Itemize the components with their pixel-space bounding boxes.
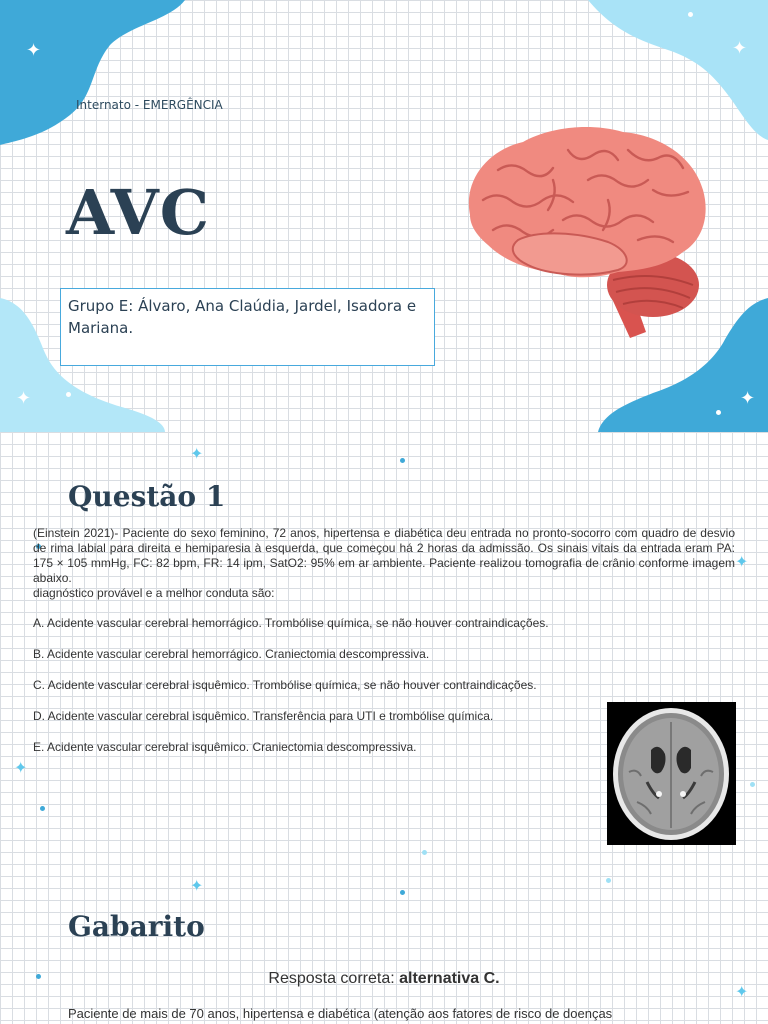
decorative-dot: [110, 122, 115, 127]
decorative-dot: [716, 410, 721, 415]
decorative-blob-top-left: [0, 0, 190, 150]
option-b: B. Acidente vascular cerebral hemorrágico. Craniectomia descompressiva.: [33, 647, 430, 661]
option-a: A. Acidente vascular cerebral hemorrágico. Trombólise química, se não houver contraindicações.: [33, 616, 549, 630]
decorative-dot: [40, 806, 45, 811]
answer-title: Gabarito: [68, 910, 205, 943]
correct-answer: [0, 970, 768, 988]
option-e: E. Acidente vascular cerebral isquêmico. Craniectomia descompressiva.: [33, 740, 417, 754]
title-slide: [0, 0, 768, 432]
decorative-dot: [606, 878, 611, 883]
sparkle-icon: ✦: [740, 388, 756, 409]
option-c: C. Acidente vascular cerebral isquêmico. Trombólise química, se não houver contraindicações.: [33, 678, 537, 692]
sparkle-icon: ✦: [16, 388, 32, 409]
question-slide: [0, 432, 768, 1024]
ct-scan-image: [607, 702, 736, 845]
decorative-dot: [400, 458, 405, 463]
sparkle-icon: ✦: [14, 758, 28, 777]
decorative-dot: [750, 782, 755, 787]
question-prompt: diagnóstico provável e a melhor conduta são:: [33, 586, 275, 600]
decorative-dot: [422, 850, 427, 855]
question-statement: [33, 526, 735, 601]
sparkle-icon: ✦: [732, 38, 748, 59]
correct-answer-value: alternativa C.: [399, 970, 500, 987]
sparkle-icon: ✦: [735, 552, 749, 571]
answer-options: [33, 616, 633, 771]
sparkle-icon: ✦: [190, 444, 204, 463]
group-members-box: Grupo E: Álvaro, Ana Claúdia, Jardel, Isadora e Mariana.: [60, 288, 435, 366]
option-d: D. Acidente vascular cerebral isquêmico. Transferência para UTI e trombólise química.: [33, 709, 494, 723]
question-body: (Einstein 2021)- Paciente do sexo feminino, 72 anos, hipertensa e diabética deu entrada no pronto-socorro com quadro de desvio de rima labial para direita e hemiparesia à esquerda, que começou há 2 horas da admissão. Os sinais vitais da entrada eram PA: 175 × 105 mmHg, FC: 82 bpm, FR: 14 ipm, SatO2: 95% em ar ambiente. Paciente realizou tomografia de crânio conforme imagem abaixo.: [33, 526, 735, 585]
correct-answer-label: Resposta correta:: [268, 970, 400, 987]
brain-illustration: [458, 120, 713, 345]
decorative-dot: [400, 890, 405, 895]
page-title: AVC: [66, 176, 211, 249]
decorative-dot: [688, 12, 693, 17]
answer-explanation: Paciente de mais de 70 anos, hipertensa e diabética (atenção aos fatores de risco de doenças: [68, 1006, 613, 1021]
course-subtitle: Internato - EMERGÊNCIA: [76, 98, 223, 112]
decorative-dot: [66, 392, 71, 397]
question-title: Questão 1: [68, 480, 226, 513]
sparkle-icon: ✦: [735, 982, 749, 1001]
sparkle-icon: ✦: [190, 876, 204, 895]
sparkle-icon: ✦: [26, 40, 42, 61]
